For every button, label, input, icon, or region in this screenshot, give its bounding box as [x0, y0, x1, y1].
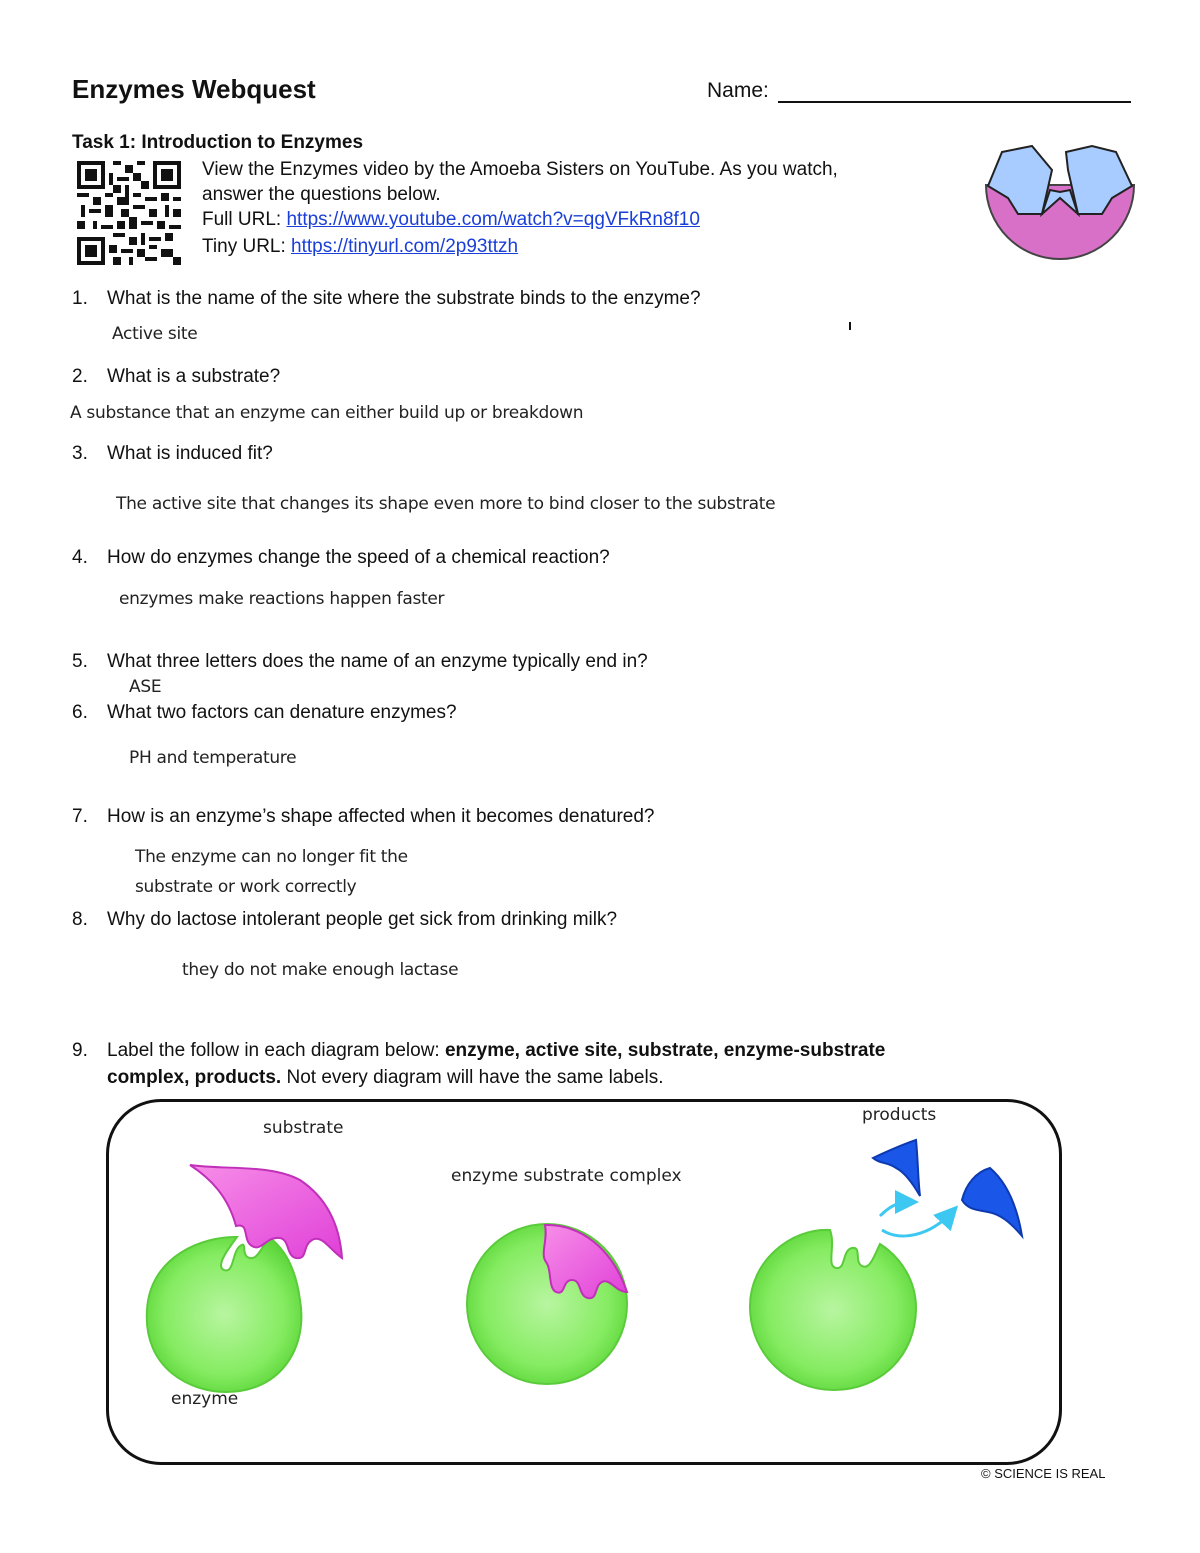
answer-7-line-2: substrate or work correctly: [135, 877, 357, 897]
answer-6: PH and temperature: [129, 748, 297, 768]
answer-5: ASE: [129, 677, 162, 697]
product-shape-1: [873, 1140, 920, 1196]
enzyme-shape-3: [750, 1230, 916, 1390]
intro-line-2: answer the questions below.: [202, 184, 441, 205]
answer-7-line-1: The enzyme can no longer fit the: [135, 847, 408, 867]
question-9-line-2: complex, products. Not every diagram will have the same labels.: [107, 1067, 664, 1088]
full-url-link[interactable]: https://www.youtube.com/watch?v=qgVFkRn8f10: [286, 209, 700, 230]
answer-2: A substance that an enzyme can either build up or breakdown: [70, 403, 584, 423]
full-url-label: Full URL:: [202, 209, 287, 230]
copyright: © SCIENCE IS REAL: [981, 1466, 1106, 1481]
question-8: 8. Why do lactose intolerant people get sick from drinking milk?: [72, 909, 618, 930]
label-enzyme: enzyme: [171, 1389, 239, 1409]
label-substrate: substrate: [263, 1118, 344, 1138]
question-1: 1. What is the name of the site where the substrate binds to the enzyme?: [72, 288, 701, 309]
question-4: 4. How do enzymes change the speed of a chemical reaction?: [72, 547, 610, 568]
arrow-2: [882, 1212, 952, 1236]
enzyme-shape-1: [147, 1237, 302, 1392]
question-7: 7. How is an enzyme’s shape affected when it becomes denatured?: [72, 806, 655, 827]
answer-4: enzymes make reactions happen faster: [119, 589, 445, 609]
label-enzyme-substrate-complex: enzyme substrate complex: [451, 1166, 682, 1186]
answer-1: Active site: [112, 324, 198, 344]
intro-line-1: View the Enzymes video by the Amoeba Sisters on YouTube. As you watch,: [202, 159, 838, 180]
answer-3: The active site that changes its shape even more to bind closer to the substrate: [116, 494, 776, 514]
question-2: 2. What is a substrate?: [72, 366, 281, 387]
tiny-url-link[interactable]: https://tinyurl.com/2p93ttzh: [291, 236, 519, 257]
tiny-url-label: Tiny URL:: [202, 236, 292, 257]
answer-8: they do not make enough lactase: [182, 960, 459, 980]
page-title: Enzymes Webquest: [72, 74, 316, 104]
name-label: Name:: [707, 79, 769, 102]
question-3: 3. What is induced fit?: [72, 443, 273, 464]
question-9-line-1: 9. Label the follow in each diagram below: enzyme, active site, substrate, enzyme-substrate: [72, 1040, 886, 1061]
question-5: 5. What three letters does the name of an enzyme typically end in?: [72, 651, 648, 672]
label-products: products: [862, 1105, 937, 1125]
question-6: 6. What two factors can denature enzymes?: [72, 702, 457, 723]
arrow-1: [880, 1202, 910, 1216]
product-shape-2: [962, 1168, 1022, 1236]
task-heading: Task 1: Introduction to Enzymes: [72, 132, 364, 153]
